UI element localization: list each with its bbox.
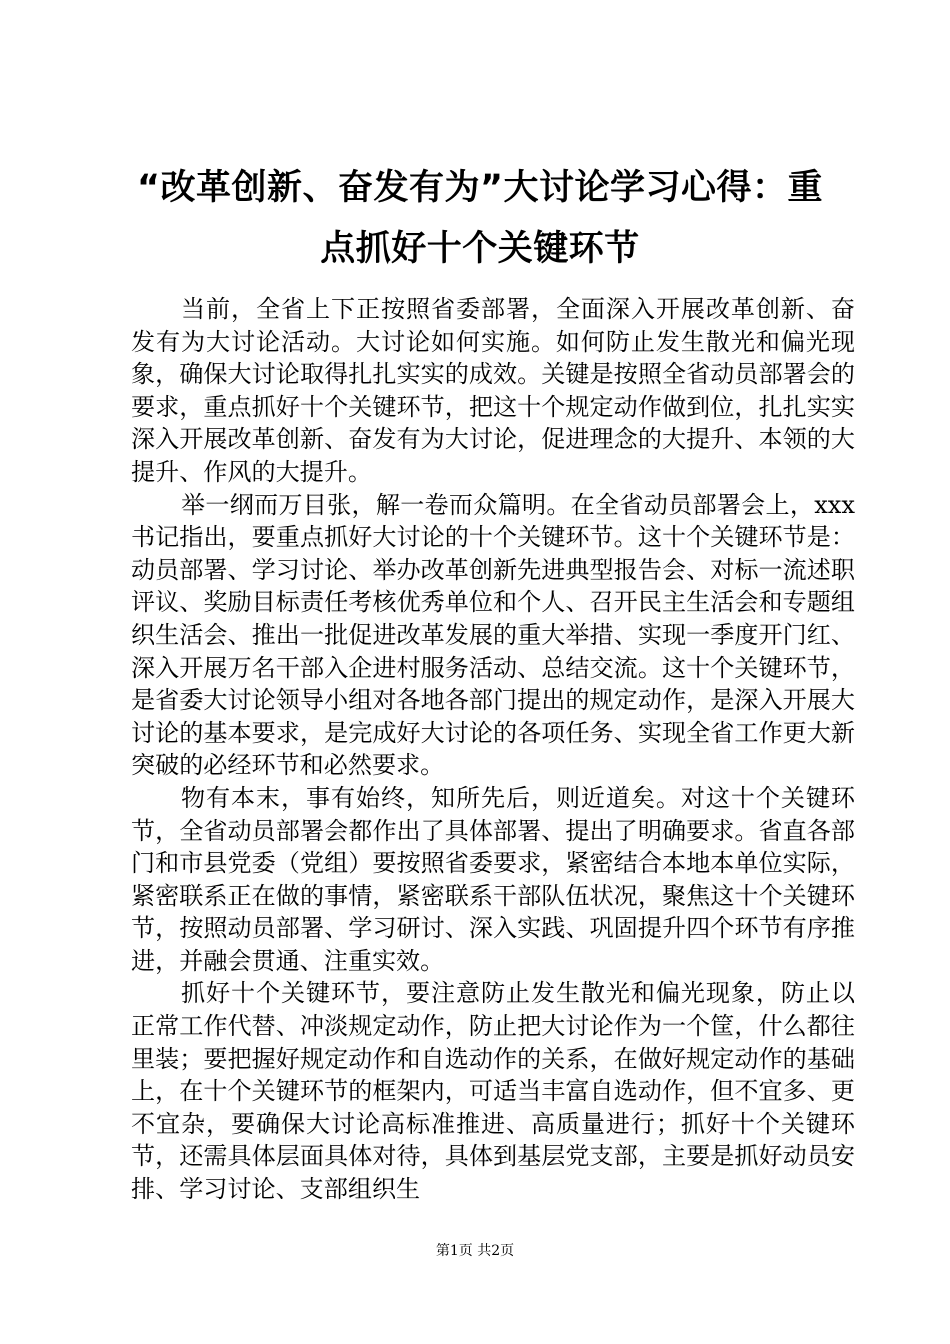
- document-body: [131, 293, 855, 1206]
- title-line-1: “改革创新、奋发有为”大讨论学习心得：重: [136, 168, 823, 208]
- paragraph-1: 当前，全省上下正按照省委部署，全面深入开展改革创新、奋发有为大讨论活动。大讨论如何实施。如何防止发生散光和偏光现象，确保大讨论取得扎扎实实的成效。关键是按照全省动员部署会的要求，重点抓好十个关键环节，把这十个规定动作做到位，扎扎实实深入开展改革创新、奋发有为大讨论，促进理念的大提升、本领的大提升、作风的大提升。: [131, 295, 855, 486]
- paragraph-3: 物有本末，事有始终，知所先后，则近道矣。对这十个关键环节，全省动员部署会都作出了具体部署、提出了明确要求。省直各部门和市县党委（党组）要按照省委要求，紧密结合本地本单位实际，紧密联系正在做的事情，紧密联系干部队伍状况，聚焦这十个关键环节，按照动员部署、学习研讨、深入实践、巩固提升四个环节有序推进，并融会贯通、注重实效。: [131, 783, 855, 975]
- title-line-2: 点抓好十个关键环节: [320, 229, 640, 269]
- paragraph-2: 举一纲而万目张，解一卷而众篇明。在全省动员部署会上，xxx书记指出，要重点抓好大讨论的十个关键环节。这十个关键环节是：动员部署、学习讨论、举办改革创新先进典型报告会、对标一流述职评议、奖励目标责任考核优秀单位和个人、召开民主生活会和专题组织生活会、推出一批促进改革发展的重大举措、实现一季度开门红、深入开展万名干部入企进村服务活动、总结交流。这十个关键环节，是省委大讨论领导小组对各地各部门提出的规定动作，是深入开展大讨论的基本要求，是完成好大讨论的各项任务、实现全省工作更大新突破的必经环节和必然要求。: [131, 490, 855, 780]
- page-footer: 第1页 共2页: [435, 1243, 515, 1259]
- document-title: [130, 158, 830, 280]
- paragraph-4: 抓好十个关键环节，要注意防止发生散光和偏光现象，防止以正常工作代替、冲淡规定动作，防止把大讨论作为一个筐，什么都往里装；要把握好规定动作和自选动作的关系，在做好规定动作的基础上，在十个关键环节的框架内，可适当丰富自选动作，但不宜多、更不宜杂，要确保大讨论高标准推进、高质量进行；抓好十个关键环节，还需具体层面具体对待，具体到基层党支部，主要是抓好动员安排、学习讨论、支部组织生: [131, 979, 855, 1204]
